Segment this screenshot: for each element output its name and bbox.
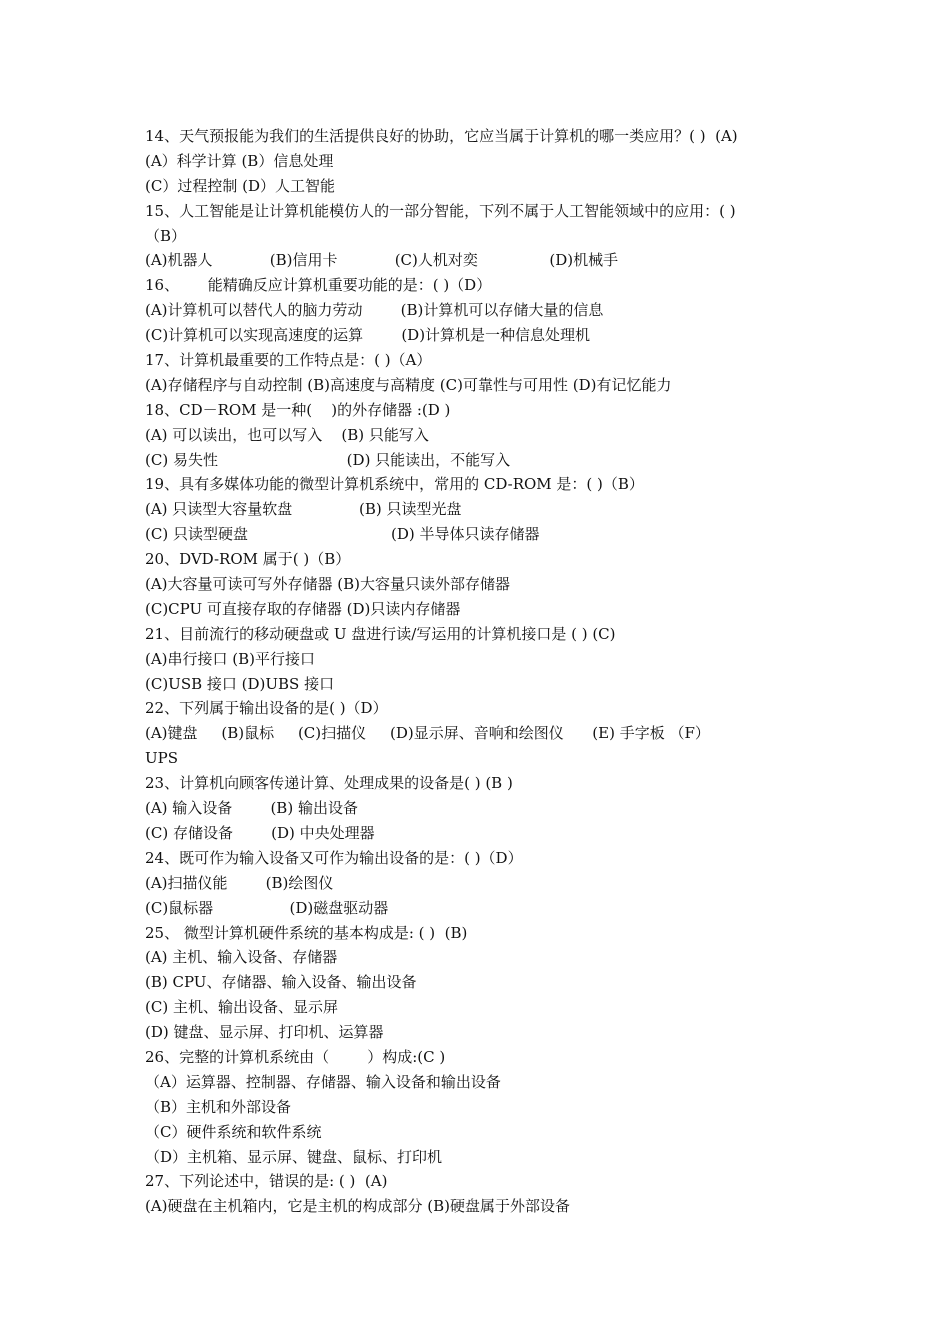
text-line: 17、计算机最重要的工作特点是：( )（A） — [145, 351, 432, 370]
text-line: (C)鼠标器 (D)磁盘驱动器 — [145, 898, 389, 917]
text-line: 22、下列属于输出设备的是( )（D） — [145, 699, 388, 718]
text-line: 18、CD－ROM 是一种( )的外存储器 :(D ) — [145, 400, 451, 419]
text-line: (C)CPU 可直接存取的存储器 (D)只读内存储器 — [145, 599, 461, 618]
text-line: (C)USB 接口 (D)UBS 接口 — [145, 674, 335, 693]
text-line: 16、 能精确反应计算机重要功能的是：( )（D） — [145, 276, 492, 295]
text-line: 23、计算机向顾客传递计算、处理成果的设备是( ) (B ) — [145, 774, 513, 793]
text-line: 20、DVD-ROM 属于( )（B） — [145, 550, 351, 569]
text-line: (A)串行接口 (B)平行接口 — [145, 649, 316, 668]
text-line: （D）主机箱、显示屏、键盘、鼠标、打印机 — [145, 1147, 443, 1166]
text-line: (A）科学计算 (B）信息处理 — [145, 151, 334, 170]
text-line: （B） — [145, 226, 187, 245]
text-line: （C）硬件系统和软件系统 — [145, 1122, 322, 1141]
text-line: 15、人工智能是让计算机能模仿人的一部分智能，下列不属于人工智能领域中的应用：( ) — [145, 201, 736, 220]
text-line: 27、下列论述中，错误的是: ( ) (A) — [145, 1172, 388, 1191]
question-text-block — [145, 124, 815, 1219]
text-line: (A)机器人 (B)信用卡 (C)人机对奕 (D)机械手 — [145, 251, 619, 270]
text-line: (C）过程控制 (D）人工智能 — [145, 176, 335, 195]
text-line: (A)大容量可读可写外存储器 (B)大容量只读外部存储器 — [145, 575, 511, 594]
text-line: (A) 输入设备 (B) 输出设备 — [145, 799, 358, 818]
text-line: 14、天气预报能为我们的生活提供良好的协助，它应当属于计算机的哪一类应用？( ) (A) — [145, 127, 738, 145]
text-line: (C) 只读型硬盘 (D) 半导体只读存储器 — [145, 525, 540, 544]
text-line: (D) 键盘、显示屏、打印机、运算器 — [145, 1023, 384, 1042]
text-line: (C) 存储设备 (D) 中央处理器 — [145, 823, 375, 842]
text-line: (A)存储程序与自动控制 (B)高速度与高精度 (C)可靠性与可用性 (D)有记忆能力 — [145, 375, 672, 394]
text-line: (A)硬盘在主机箱内，它是主机的构成部分 (B)硬盘属于外部设备 — [145, 1197, 571, 1216]
text-line: (A) 只读型大容量软盘 (B) 只读型光盘 — [145, 500, 462, 519]
text-line: 19、具有多媒体功能的微型计算机系统中，常用的 CD-ROM 是：( )（B） — [145, 475, 644, 494]
text-line: (C) 易失性 (D) 只能读出，不能写入 — [145, 450, 511, 469]
text-line: 25、 微型计算机硬件系统的基本构成是: ( ) (B) — [145, 923, 468, 942]
text-line: (A)计算机可以替代人的脑力劳动 (B)计算机可以存储大量的信息 — [145, 301, 604, 320]
text-line: 24、既可作为输入设备又可作为输出设备的是：( )（D） — [145, 848, 523, 867]
text-line: （B）主机和外部设备 — [145, 1097, 292, 1116]
text-line: (A) 主机、输入设备、存储器 — [145, 948, 338, 967]
text-line: (C)计算机可以实现高速度的运算 (D)计算机是一种信息处理机 — [145, 326, 591, 345]
text-line: (B) CPU、存储器、输入设备、输出设备 — [145, 973, 417, 992]
text-line: 26、完整的计算机系统由（ ）构成:(C ) — [145, 1047, 446, 1066]
text-line: (A)键盘 (B)鼠标 (C)扫描仪 (D)显示屏、音响和绘图仪 (E) 手字板 （F） — [145, 724, 710, 743]
text-line: （A）运算器、控制器、存储器、输入设备和输出设备 — [145, 1072, 501, 1091]
text-line: (A)扫描仪能 (B)绘图仪 — [145, 873, 334, 892]
text-line: (C) 主机、输出设备、显示屏 — [145, 998, 338, 1017]
text-line: 21、目前流行的移动硬盘或 U 盘进行读/写运用的计算机接口是 ( ) (C) — [145, 624, 616, 643]
text-line: UPS — [145, 749, 179, 768]
text-line: (A) 可以读出，也可以写入 (B) 只能写入 — [145, 425, 429, 444]
